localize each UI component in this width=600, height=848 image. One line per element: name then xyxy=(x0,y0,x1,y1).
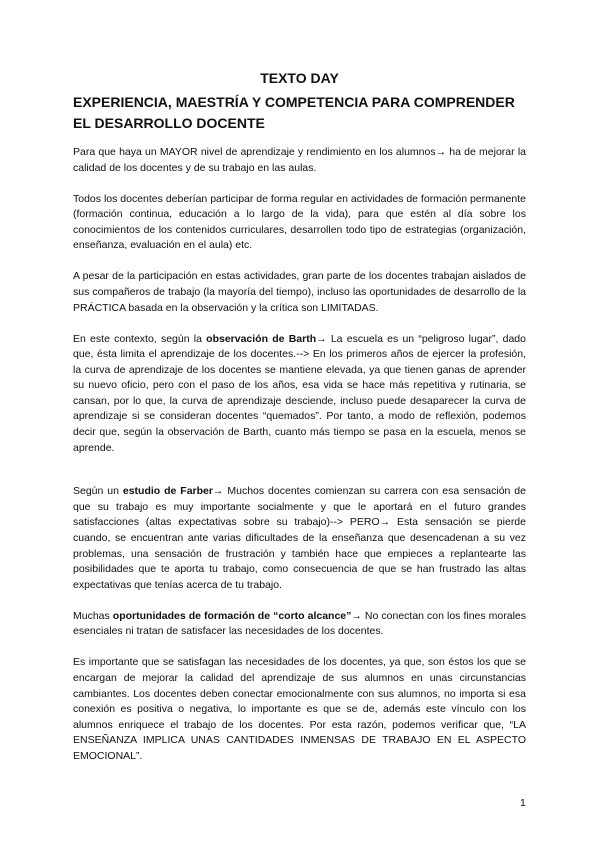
paragraph-5-text: → Muchos docentes comienzan su carrera con esa sensación de que su trabajo es muy importante socialmente y que le aportará en el futuro grandes satisfacciones (altas expectativas sobre su trabajo)--> PERO→ Esta sensación se pierde cuando, se encuentran ante varias dificultades de la enseñanza que desencadenan a su vez problemas, una sensación de frustración y también hace que empieces a replantearte las posibilidades que te aporta tu trabajo, como consecuencia de que se han frustrado las altas expectativas que tenías acerca de tu trabajo. xyxy=(73,485,526,591)
document-title: TEXTO DAY xyxy=(260,70,339,86)
paragraph-1: Para que haya un MAYOR nivel de aprendizaje y rendimiento en los alumnos→ ha de mejorar la calidad de los docentes y de su trabajo en las aulas. xyxy=(73,146,526,174)
page-number: 1 xyxy=(520,797,526,809)
barth-observation-term: observación de Barth xyxy=(206,332,317,345)
paragraph-6-text: → No conectan con los fines morales esenciales ni tratan de satisfacer las necesidades de los docentes. xyxy=(73,609,526,638)
paragraph-5-intro: Según un xyxy=(73,485,123,498)
paragraph-6 xyxy=(73,609,526,640)
paragraph-4-text: → La escuela es un “peligroso lugar”, dado que, ésta limita el aprendizaje de los docentes.--> En los primeros años de ejercer la profesión, la curva de aprendizaje de los docentes se mantiene elevada, ya que tienen ganas de aprender su nuevo oficio, pero con el paso de los años, esa vida se hace más repetitiva y rutinaria, se cansan, por lo que, la curva de aprendizaje desciende, incluso puede desaparecer la curva de aprendizaje si se consideran docentes “quemados”. Por tanto, a modo de reflexión, podemos decir que, según la observación de Barth, cuanto más tiempo se pasa en la escuela, menos se aprende. xyxy=(73,332,526,454)
short-scope-training-term: oportunidades de formación de “corto alcance” xyxy=(112,609,352,622)
paragraph-4 xyxy=(73,332,526,457)
document-subtitle: EXPERIENCIA, MAESTRÍA Y COMPETENCIA PARA COMPRENDER EL DESARROLLO DOCENTE xyxy=(73,94,515,131)
document-body xyxy=(73,145,526,780)
paragraph-5 xyxy=(73,484,526,593)
paragraph-3: A pesar de la participación en estas actividades, gran parte de los docentes trabajan aislados de sus compañeros de trabajo (la mayoría del tiempo), incluso las oportunidades de desarrollo de la PRÁCTICA basada en la observación y la crítica son LIMITADAS. xyxy=(73,270,526,314)
farber-study-term: estudio de Farber xyxy=(122,485,213,498)
paragraph-6-intro: Muchas xyxy=(73,609,113,622)
paragraph-7: Es importante que se satisfagan las necesidades de los docentes, ya que, son éstos los que se encargan de mejorar la calidad del aprendizaje de sus alumnos en unas circunstancias cambiantes. Los docentes deben conectar emocionalmente con sus alumnos, no importa si esa conexión es positiva o negativa, lo importante es que se de, además este vínculo con los alumnos enriquece el trabajo de los docentes. Por esta razón, podemos verificar que, “LA ENSEÑANZA IMPLICA UNAS CANTIDADES INMENSAS DE TRABAJO EN EL ASPECTO EMOCIONAL”. xyxy=(73,656,526,762)
paragraph-2: Todos los docentes deberían participar de forma regular en actividades de formación permanente (formación continua, educación a lo largo de la vida), para que estén al día sobre los conocimientos de los contenidos curriculares, desarrollen todo tipo de estrategias (organización, enseñanza, evaluación en el aula) etc. xyxy=(73,192,526,252)
paragraph-4-intro: En este contexto, según la xyxy=(73,332,207,345)
